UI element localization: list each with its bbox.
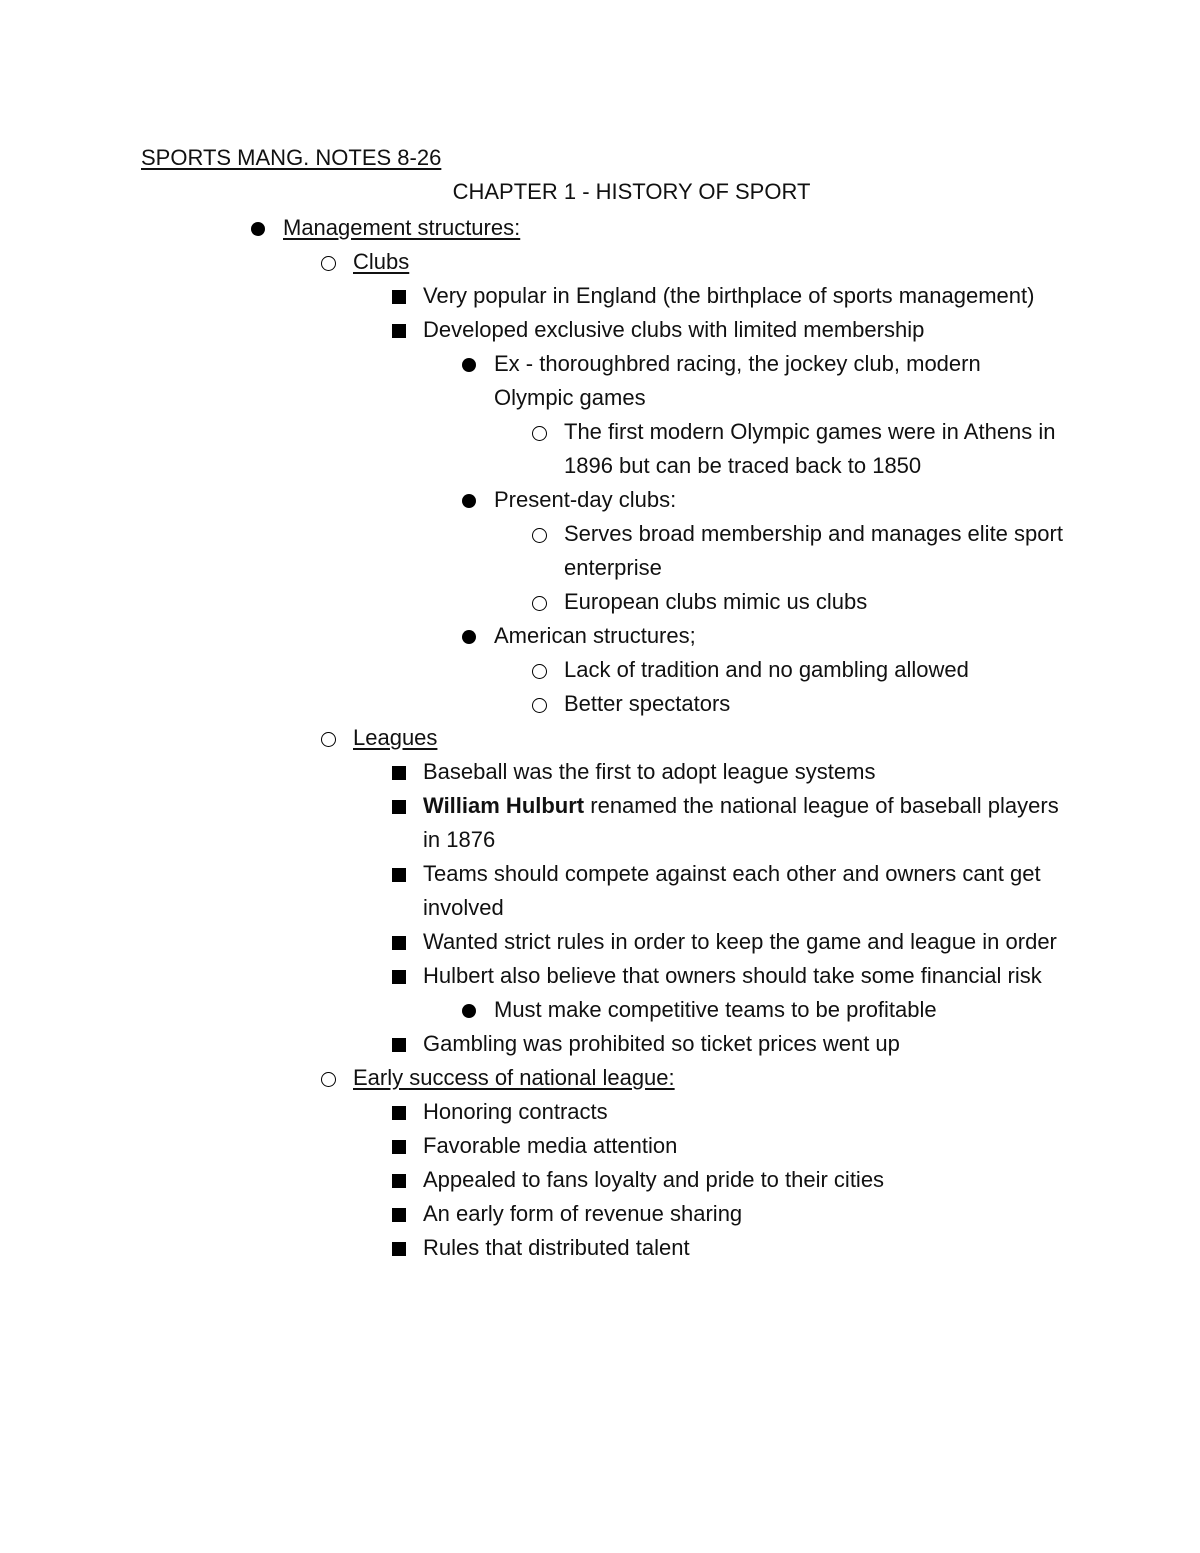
list-item bbox=[0, 1095, 1200, 1129]
list-item-text: Teams should compete against each other and owners cant get involved bbox=[423, 861, 1041, 920]
chapter-heading: CHAPTER 1 - HISTORY OF SPORT bbox=[452, 179, 811, 204]
list-item-text: Developed exclusive clubs with limited membership bbox=[423, 317, 925, 342]
list-item-text: Hulbert also believe that owners should take some financial risk bbox=[423, 963, 1042, 988]
square-bullet-icon bbox=[392, 1174, 406, 1188]
notes-outline bbox=[0, 211, 1200, 1265]
list-item bbox=[0, 925, 1200, 959]
list-item bbox=[0, 1027, 1200, 1061]
section-heading-clubs: Clubs bbox=[353, 249, 410, 274]
hollow-bullet-icon bbox=[532, 528, 547, 543]
square-bullet-icon bbox=[392, 800, 406, 814]
list-item bbox=[0, 1129, 1200, 1163]
filled-bullet-icon bbox=[251, 222, 265, 236]
list-item-text: Lack of tradition and no gambling allowed bbox=[564, 657, 969, 682]
list-item-text: Baseball was the first to adopt league systems bbox=[423, 759, 876, 784]
list-item-text: Serves broad membership and manages elite sport enterprise bbox=[564, 521, 1063, 580]
square-bullet-icon bbox=[392, 868, 406, 882]
section-heading-leagues: Leagues bbox=[353, 725, 438, 750]
list-item bbox=[0, 1163, 1200, 1197]
list-item bbox=[0, 755, 1200, 789]
list-item-text: Rules that distributed talent bbox=[423, 1235, 690, 1260]
list-item-text: European clubs mimic us clubs bbox=[564, 589, 868, 614]
section-heading-early-success: Early success of national league: bbox=[353, 1065, 675, 1090]
hollow-bullet-icon bbox=[532, 426, 547, 441]
bold-name: William Hulburt bbox=[423, 793, 585, 818]
list-item-text: Present-day clubs: bbox=[494, 487, 677, 512]
list-item bbox=[0, 993, 1200, 1027]
list-item-text: An early form of revenue sharing bbox=[423, 1201, 743, 1226]
list-item-text: The first modern Olympic games were in Athens in 1896 but can be traced back to 1850 bbox=[564, 419, 1056, 478]
list-item-text: Must make competitive teams to be profitable bbox=[494, 997, 937, 1022]
list-item bbox=[0, 415, 1200, 483]
square-bullet-icon bbox=[392, 936, 406, 950]
square-bullet-icon bbox=[392, 1140, 406, 1154]
square-bullet-icon bbox=[392, 766, 406, 780]
list-item bbox=[0, 619, 1200, 653]
document-title: SPORTS MANG. NOTES 8-26 bbox=[141, 145, 442, 170]
list-item bbox=[0, 857, 1200, 925]
square-bullet-icon bbox=[392, 1038, 406, 1052]
list-item bbox=[0, 517, 1200, 585]
list-item-text: Wanted strict rules in order to keep the game and league in order bbox=[423, 929, 1057, 954]
hollow-bullet-icon bbox=[321, 256, 336, 271]
list-item-text: Honoring contracts bbox=[423, 1099, 608, 1124]
hollow-bullet-icon bbox=[532, 698, 547, 713]
list-item bbox=[0, 313, 1200, 347]
square-bullet-icon bbox=[392, 1242, 406, 1256]
list-item bbox=[0, 1061, 1200, 1095]
list-item bbox=[0, 483, 1200, 517]
list-item bbox=[0, 959, 1200, 993]
list-item bbox=[0, 245, 1200, 279]
list-item bbox=[0, 653, 1200, 687]
square-bullet-icon bbox=[392, 290, 406, 304]
list-item bbox=[0, 687, 1200, 721]
filled-bullet-icon bbox=[462, 358, 476, 372]
hollow-bullet-icon bbox=[321, 1072, 336, 1087]
list-item-text: Management structures: bbox=[283, 215, 521, 240]
list-item bbox=[0, 347, 1200, 415]
filled-bullet-icon bbox=[462, 630, 476, 644]
list-item bbox=[0, 1231, 1200, 1265]
list-item-text: American structures; bbox=[494, 623, 696, 648]
list-item-text: Better spectators bbox=[564, 691, 731, 716]
list-item-text bbox=[423, 789, 1063, 857]
list-item-text: Gambling was prohibited so ticket prices went up bbox=[423, 1031, 900, 1056]
hollow-bullet-icon bbox=[321, 732, 336, 747]
list-item bbox=[0, 789, 1200, 857]
list-item-text: Favorable media attention bbox=[423, 1133, 678, 1158]
list-item bbox=[0, 721, 1200, 755]
square-bullet-icon bbox=[392, 1106, 406, 1120]
list-item bbox=[0, 585, 1200, 619]
list-item-text: Ex - thoroughbred racing, the jockey club, modern Olympic games bbox=[494, 351, 981, 410]
list-item-text: Appealed to fans loyalty and pride to their cities bbox=[423, 1167, 885, 1192]
filled-bullet-icon bbox=[462, 494, 476, 508]
list-item bbox=[0, 1197, 1200, 1231]
hollow-bullet-icon bbox=[532, 596, 547, 611]
list-item bbox=[0, 279, 1200, 313]
list-item-text: Very popular in England (the birthplace of sports management) bbox=[423, 283, 1035, 308]
square-bullet-icon bbox=[392, 324, 406, 338]
list-item bbox=[0, 211, 1200, 245]
list-item-text-rest: renamed the national league of baseball players in 1876 bbox=[423, 793, 1059, 852]
hollow-bullet-icon bbox=[532, 664, 547, 679]
filled-bullet-icon bbox=[462, 1004, 476, 1018]
square-bullet-icon bbox=[392, 1208, 406, 1222]
square-bullet-icon bbox=[392, 970, 406, 984]
